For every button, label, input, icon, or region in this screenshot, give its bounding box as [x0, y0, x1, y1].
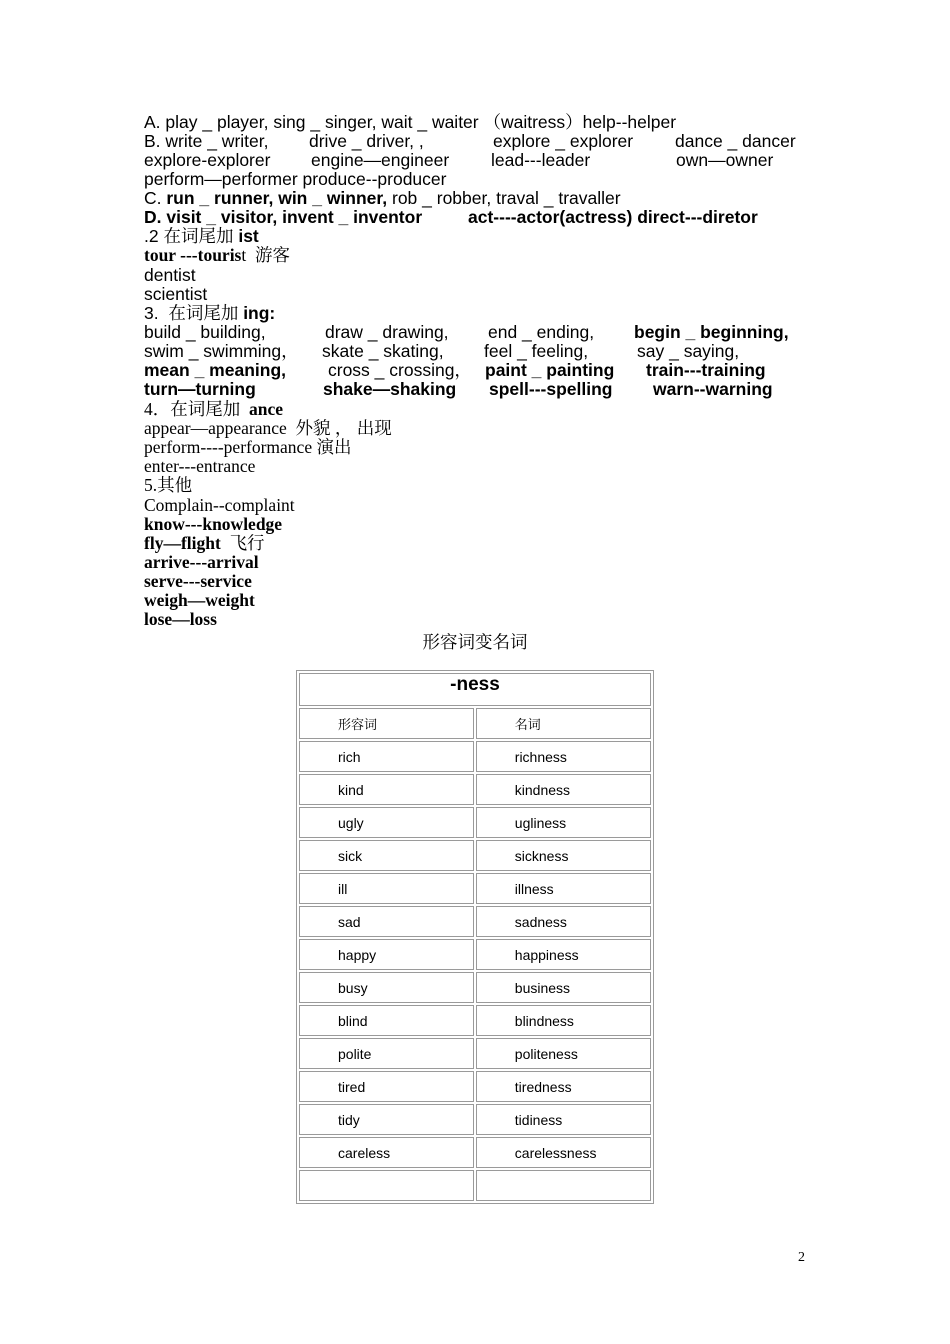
others-line-7: lose—loss [144, 609, 217, 629]
noun-cell: richness [476, 741, 651, 772]
ing-r2-c1: swim _ swimming， [144, 341, 299, 361]
table-row [299, 774, 651, 805]
ing-r1-c3: end _ ending, [488, 322, 595, 342]
others-line-4: arrive---arrival [144, 552, 259, 572]
column-header-noun: 名词 [476, 708, 651, 739]
table-row [299, 741, 651, 772]
er-line-f-1: D. visit _ visitor, invent _ inventor [144, 207, 423, 227]
ing-r2-c2: skate _ skating, [322, 341, 444, 361]
noun-cell: politeness [476, 1038, 651, 1069]
ance-line-2: perform----performance 演出 [144, 437, 352, 457]
others-line-3-bold: fly—flight [144, 533, 221, 553]
others-heading: 5.其他 [144, 475, 193, 495]
noun-cell: sickness [476, 840, 651, 871]
adjective-cell: happy [299, 939, 474, 970]
others-line-1: Complain--complaint [144, 495, 295, 515]
er-line-e-rest: rob _ robber, traval _ travaller [387, 188, 621, 208]
ing-r3-c4: train---training [646, 360, 766, 380]
ing-r3-c1: mean _ meaning, [144, 360, 286, 380]
ist-heading-suffix: ist [238, 226, 259, 246]
noun-cell: business [476, 972, 651, 1003]
er-line-b-2: drive _ driver, , [309, 131, 424, 151]
ing-r3-c2: cross _ crossing， [328, 360, 472, 380]
er-line-f-2: act----actor(actress) direct---diretor [468, 207, 758, 227]
ness-table [296, 670, 654, 1204]
ness-table-column-row [299, 708, 651, 739]
noun-cell: blindness [476, 1005, 651, 1036]
adjective-cell: busy [299, 972, 474, 1003]
ance-heading [144, 400, 283, 419]
er-line-e-bold: run _ runner, win _ winner, [166, 188, 388, 208]
er-line-b-3: explore _ explorer [493, 131, 634, 151]
adjective-cell: ill [299, 873, 474, 904]
column-header-adjective: 形容词 [299, 708, 474, 739]
er-line-b-1: B. write _ writer, [144, 131, 269, 151]
adjective-cell: sick [299, 840, 474, 871]
ing-r2-c4: say _ saying, [637, 341, 740, 361]
ance-heading-num: 4．在词尾加 [144, 399, 249, 419]
ist-tour-rest: t 游客 [241, 245, 290, 265]
noun-cell [476, 1170, 651, 1201]
others-line-2: know---knowledge [144, 514, 283, 534]
ing-r3-c3: paint _ painting [485, 360, 615, 380]
adjective-cell: sad [299, 906, 474, 937]
er-line-c-3: lead---leader [491, 150, 591, 170]
others-line-3-rest: 飞行 [220, 533, 265, 553]
table-row [299, 1170, 651, 1201]
ing-heading-num: 3. 在词尾加 [144, 303, 244, 323]
ist-heading [144, 227, 259, 246]
er-line-d: perform—performer produce--producer [144, 169, 447, 189]
noun-cell: carelessness [476, 1137, 651, 1168]
ist-heading-num: .2 在词尾加 [144, 226, 239, 246]
er-line-c-1: explore-explorer [144, 150, 271, 170]
ist-tour-bold: tour ---touris [144, 245, 242, 265]
table-row [299, 840, 651, 871]
noun-cell: sadness [476, 906, 651, 937]
table-row [299, 873, 651, 904]
ance-line-3: enter---entrance [144, 456, 256, 476]
adjective-cell: tired [299, 1071, 474, 1102]
noun-cell: happiness [476, 939, 651, 970]
er-line-b-4: dance _ dancer [675, 131, 796, 151]
ist-tour [144, 246, 290, 265]
er-line-e-prefix: C. [144, 188, 167, 208]
adjective-cell: kind [299, 774, 474, 805]
others-line-5: serve---service [144, 571, 252, 591]
er-line-c-2: engine—engineer [311, 150, 450, 170]
ing-r4-c3: spell---spelling [489, 379, 613, 399]
ist-dentist: dentist [144, 265, 196, 285]
noun-cell: illness [476, 873, 651, 904]
noun-cell: ugliness [476, 807, 651, 838]
table-row [299, 1137, 651, 1168]
adjective-cell: tidy [299, 1104, 474, 1135]
ist-scientist: scientist [144, 284, 208, 304]
er-line-e [144, 189, 621, 208]
ing-r4-c2: shake—shaking [323, 379, 457, 399]
table-row [299, 1038, 651, 1069]
ing-heading [144, 304, 275, 323]
adjective-cell: polite [299, 1038, 474, 1069]
ance-line-1: appear—appearance 外貌 ， 出现 [144, 418, 392, 438]
table-row [299, 906, 651, 937]
ing-r1-c4: begin _ beginning, [634, 322, 789, 342]
adj-to-noun-title: 形容词变名词 [422, 632, 528, 652]
adjective-cell [299, 1170, 474, 1201]
ing-r1-c2: draw _ drawing, [325, 322, 449, 342]
adjective-cell: ugly [299, 807, 474, 838]
noun-cell: tiredness [476, 1071, 651, 1102]
ing-r4-c4: warn--warning [653, 379, 773, 399]
adjective-cell: careless [299, 1137, 474, 1168]
table-row [299, 1104, 651, 1135]
others-line-3 [144, 534, 265, 553]
er-line-c-4: own—owner [676, 150, 774, 170]
table-row [299, 807, 651, 838]
noun-cell: tidiness [476, 1104, 651, 1135]
ance-heading-suffix: ance [249, 399, 284, 419]
table-row [299, 972, 651, 1003]
ness-table-header: -ness [299, 673, 651, 706]
er-line-a: A. play _ player, sing _ singer, wait _ waiter （waitress）help--helper [144, 112, 677, 132]
ing-r2-c3: feel _ feeling, [484, 341, 589, 361]
others-line-6: weigh—weight [144, 590, 255, 610]
table-row [299, 1071, 651, 1102]
table-row [299, 939, 651, 970]
table-row [299, 1005, 651, 1036]
adjective-cell: rich [299, 741, 474, 772]
ing-r1-c1: build _ building, [144, 322, 266, 342]
ing-heading-suffix: ing: [243, 303, 276, 323]
noun-cell: kindness [476, 774, 651, 805]
adjective-cell: blind [299, 1005, 474, 1036]
ness-table-header-row [299, 673, 651, 706]
ing-r4-c1: turn—turning [144, 379, 256, 399]
page-number: 2 [798, 1250, 805, 1265]
